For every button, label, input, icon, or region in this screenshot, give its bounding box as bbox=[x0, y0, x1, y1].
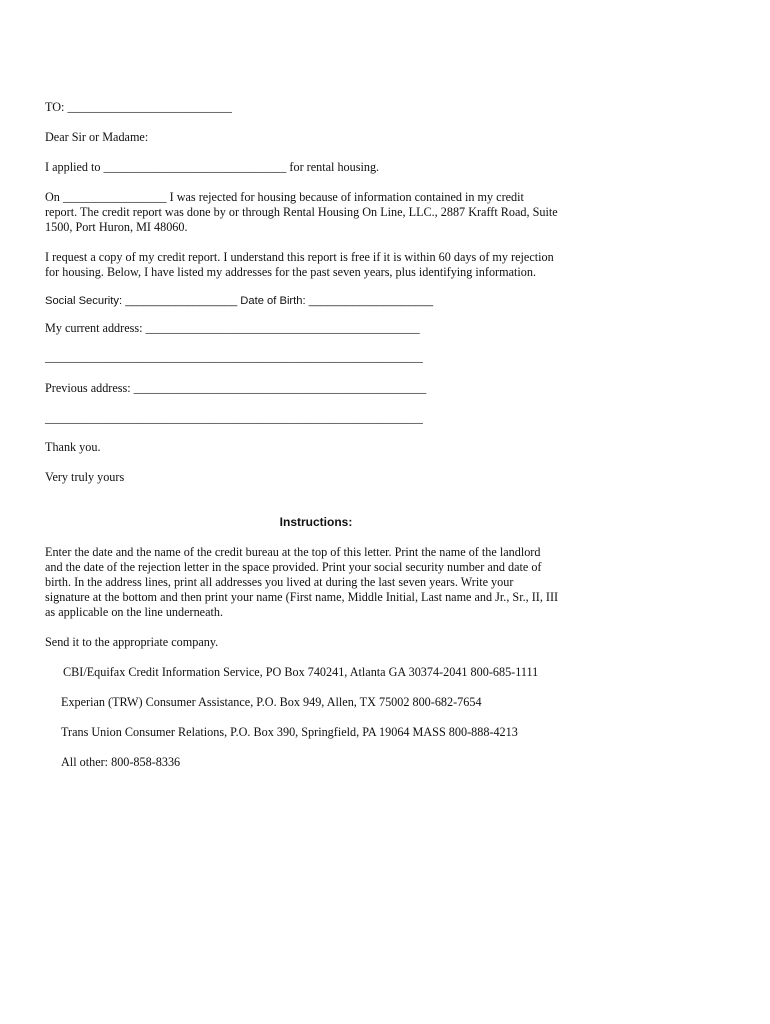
thank-you: Thank you. bbox=[45, 440, 101, 454]
previous-address-continuation: ______________________________________________________________ bbox=[45, 411, 423, 425]
current-address-continuation: ______________________________________________________________ bbox=[45, 350, 423, 364]
rejected-paragraph-line: 1500, Port Huron, MI 48060. bbox=[45, 220, 188, 234]
company-experian: Experian (TRW) Consumer Assistance, P.O. Box 949, Allen, TX 75002 800-682-7654 bbox=[61, 695, 482, 709]
rejected-paragraph-line: report. The credit report was done by or through Rental Housing On Line, LLC., 2887 Krafft Road, Suite bbox=[45, 205, 558, 219]
rejected-paragraph-line: On _________________ I was rejected for housing because of information contained in my credit bbox=[45, 190, 524, 204]
company-transunion: Trans Union Consumer Relations, P.O. Box 390, Springfield, PA 19064 MASS 800-888-4213 bbox=[61, 725, 518, 739]
salutation: Dear Sir or Madame: bbox=[45, 130, 149, 144]
instructions-line: birth. In the address lines, print all addresses you lived at during the last seven years. Write your bbox=[45, 575, 514, 589]
request-paragraph-line: for housing. Below, I have listed my addresses for the past seven years, plus identifying information. bbox=[45, 265, 537, 279]
request-paragraph-line: I request a copy of my credit report. I understand this report is free if it is within 60 days of my rejection bbox=[45, 250, 554, 264]
instructions-line: and the date of the rejection letter in the space provided. Print your social security number and date of bbox=[45, 560, 542, 574]
instructions-line: signature at the bottom and then print your name (First name, Middle Initial, Last name and Jr., Sr., II, III bbox=[45, 590, 559, 604]
instructions-heading: Instructions: bbox=[279, 515, 353, 529]
closing: Very truly yours bbox=[45, 470, 125, 484]
company-other: All other: 800-858-8336 bbox=[61, 755, 181, 769]
to-line: TO: ___________________________ bbox=[45, 100, 232, 114]
applied-line: I applied to ______________________________ for rental housing. bbox=[45, 160, 380, 174]
current-address-line: My current address: _____________________________________________ bbox=[45, 321, 420, 335]
previous-address-line: Previous address: ________________________________________________ bbox=[45, 381, 427, 395]
instructions-line: Enter the date and the name of the credit bureau at the top of this letter. Print the name of the landlord bbox=[45, 545, 541, 559]
company-equifax: CBI/Equifax Credit Information Service, PO Box 740241, Atlanta GA 30374-2041 800-685-1111 bbox=[63, 665, 539, 679]
ssn-dob-line: Social Security: __________________ Date of Birth: ____________________ bbox=[45, 295, 434, 307]
send-line: Send it to the appropriate company. bbox=[45, 635, 219, 649]
instructions-line: as applicable on the line underneath. bbox=[45, 605, 224, 619]
